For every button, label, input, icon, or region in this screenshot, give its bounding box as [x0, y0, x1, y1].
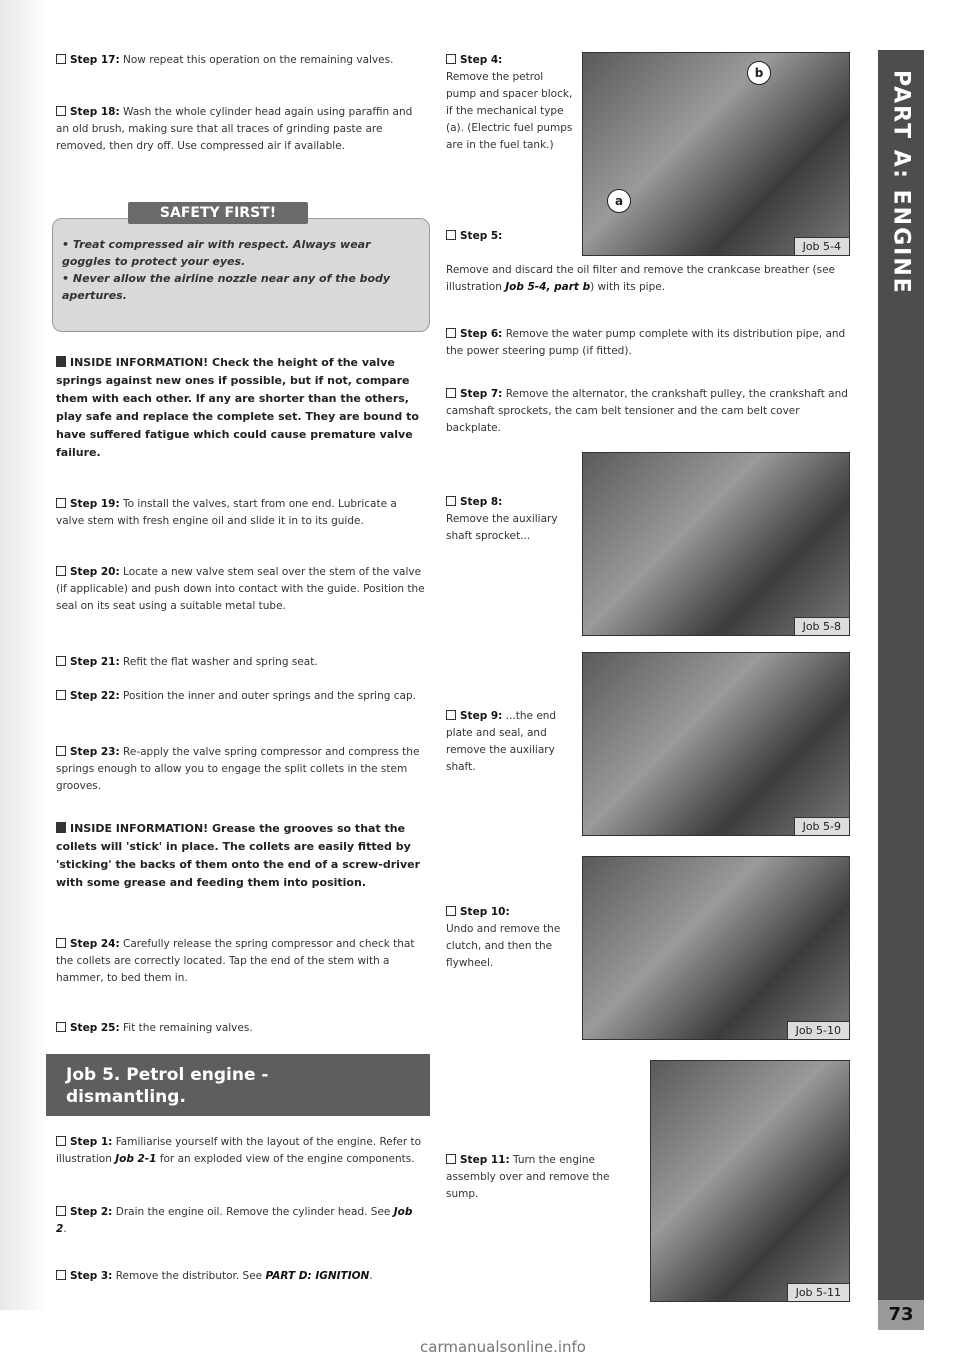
- photo-job-5-8: [582, 452, 850, 636]
- checkbox-icon: [56, 54, 66, 64]
- checkbox-icon: [446, 230, 456, 240]
- checkbox-icon: [56, 566, 66, 576]
- step-24: Step 24: Carefully release the spring compressor and check that the collets are correctly located. Tap the end of the stem with a hammer, to bed them in.: [56, 938, 415, 984]
- checkbox-icon: [56, 938, 66, 948]
- left-margin-shade: [0, 0, 48, 1310]
- step-8: Step 8: Remove the auxiliary shaft sprocket...: [446, 496, 558, 542]
- watermark: carmanualsonline.info: [420, 1338, 586, 1356]
- page-number: 73: [878, 1300, 924, 1330]
- step-2: Step 2: Drain the engine oil. Remove the cylinder head. See Job 2.: [56, 1206, 413, 1235]
- callout-a: a: [607, 189, 631, 213]
- info-icon: [56, 356, 66, 367]
- photo-job-5-4: [582, 52, 850, 256]
- step-7: Step 7: Remove the alternator, the crankshaft pulley, the crankshaft and camshaft sprockets, the cam belt tensioner and the cam belt cover backplate.: [446, 388, 848, 434]
- checkbox-icon: [446, 54, 456, 64]
- checkbox-icon: [56, 498, 66, 508]
- photo-caption: Job 5-4: [794, 237, 849, 255]
- step-3: Step 3: Remove the distributor. See PART D: IGNITION.: [56, 1268, 426, 1285]
- inside-information-1: INSIDE INFORMATION! Check the height of the valve springs against new ones if possible, but if not, compare them with each other. If any are shorter than the others, play safe and replace the complete set. They are bound to have suffered fatigue which could cause premature valve failure.: [56, 356, 419, 459]
- safety-title: SAFETY FIRST!: [128, 202, 308, 224]
- step-22: Step 22: Position the inner and outer springs and the spring cap.: [56, 688, 426, 705]
- step-4: Step 4: Remove the petrol pump and spacer block, if the mechanical type (a). (Electric fuel pumps are in the fuel tank.): [446, 54, 573, 151]
- safety-body: • Treat compressed air with respect. Always wear goggles to protect your eyes. • Never allow the airline nozzle near any of the body apertures.: [62, 238, 391, 302]
- step-21: Step 21: Refit the flat washer and spring seat.: [56, 654, 426, 671]
- photo-job-5-10: [582, 856, 850, 1040]
- photo-job-5-11: [650, 1060, 850, 1302]
- step-25: Step 25: Fit the remaining valves.: [56, 1020, 426, 1037]
- step-19: Step 19: To install the valves, start from one end. Lubricate a valve stem with fresh engine oil and slide it in to its guide.: [56, 498, 397, 527]
- checkbox-icon: [446, 388, 456, 398]
- photo-caption: Job 5-11: [787, 1283, 849, 1301]
- checkbox-icon: [56, 1136, 66, 1146]
- checkbox-icon: [56, 1022, 66, 1032]
- section-title: PART A: ENGINE: [888, 70, 914, 295]
- step-11: Step 11: Turn the engine assembly over and remove the sump.: [446, 1154, 610, 1200]
- step-18: Step 18: Wash the whole cylinder head again using paraffin and an old brush, making sure that all traces of grinding paste are removed, then dry off. Use compressed air if available.: [56, 106, 413, 152]
- checkbox-icon: [446, 906, 456, 916]
- photo-job-5-9: [582, 652, 850, 836]
- checkbox-icon: [446, 1154, 456, 1164]
- checkbox-icon: [446, 328, 456, 338]
- checkbox-icon: [56, 746, 66, 756]
- step-17: Step 17: Now repeat this operation on the remaining valves.: [56, 52, 416, 69]
- checkbox-icon: [56, 690, 66, 700]
- step-9: Step 9: ...the end plate and seal, and remove the auxiliary shaft.: [446, 710, 557, 773]
- info-icon: [56, 822, 66, 833]
- photo-caption: Job 5-10: [787, 1021, 849, 1039]
- step-23: Step 23: Re-apply the valve spring compressor and compress the springs enough to allow you to engage the split collets in the stem grooves.: [56, 746, 420, 792]
- step-6: Step 6: Remove the water pump complete with its distribution pipe, and the power steering pump (if fitted).: [446, 328, 846, 357]
- checkbox-icon: [446, 496, 456, 506]
- checkbox-icon: [56, 1206, 66, 1216]
- job-5-banner: Job 5. Petrol engine - dismantling.: [46, 1054, 430, 1116]
- checkbox-icon: [56, 656, 66, 666]
- step-20: Step 20: Locate a new valve stem seal over the stem of the valve (if applicable) and push down into contact with the guide. Position the seal on its seat using a suitable metal tube.: [56, 566, 425, 612]
- checkbox-icon: [56, 106, 66, 116]
- step-5-label: Step 5:: [446, 228, 576, 245]
- checkbox-icon: [56, 1270, 66, 1280]
- inside-information-2: INSIDE INFORMATION! Grease the grooves so that the collets will 'stick' in place. The collets are easily fitted by 'sticking' the backs of them onto the end of a screw-driver with some grease and feeding them into position.: [56, 822, 420, 889]
- photo-caption: Job 5-9: [794, 817, 849, 835]
- callout-b: b: [747, 61, 771, 85]
- step-5: Remove and discard the oil filter and remove the crankcase breather (see illustration Job 5-4, part b) with its pipe.: [446, 264, 835, 293]
- checkbox-icon: [446, 710, 456, 720]
- photo-caption: Job 5-8: [794, 617, 849, 635]
- step-1: Step 1: Familiarise yourself with the layout of the engine. Refer to illustration Job 2-1 for an exploded view of the engine components.: [56, 1136, 422, 1165]
- step-10: Step 10: Undo and remove the clutch, and then the flywheel.: [446, 906, 561, 969]
